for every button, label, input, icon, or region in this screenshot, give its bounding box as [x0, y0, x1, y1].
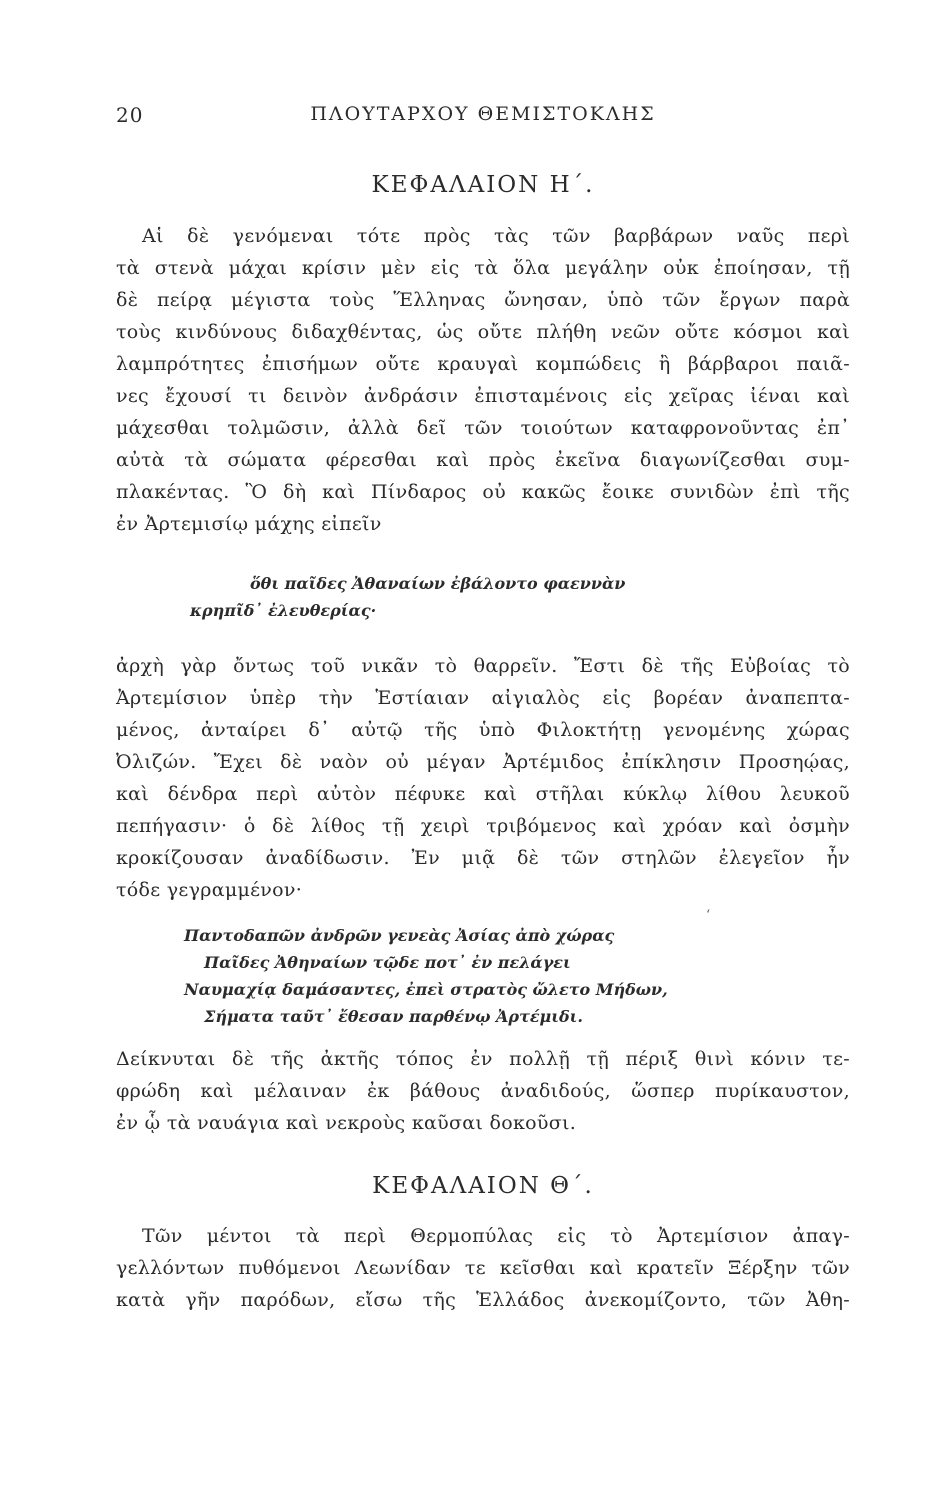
- page-number: 20: [116, 103, 144, 127]
- text-line: γελλόντων πυθόμενοι Λεωνίδαν τε κεῖσθαι καὶ κρατεῖν Ξέρξην τῶν: [116, 1257, 850, 1279]
- text-line: πλακέντας. Ὃ δὴ καὶ Πίνδαρος οὐ κακῶς ἔοικε συνιδὼν ἐπὶ τῆς: [116, 481, 850, 503]
- text-line: μένος, ἀνταίρει δ᾽ αὐτῷ τῆς ὑπὸ Φιλοκτήτῃ γενομένης χώρας: [116, 719, 850, 741]
- verse-line: κρηπῖδ᾽ ἐλευθερίας·: [190, 601, 377, 620]
- chapter-8-paragraph-1: [116, 220, 850, 540]
- text-line: καὶ δένδρα περὶ αὐτὸν πέφυκε καὶ στῆλαι κύκλῳ λίθου λευκοῦ: [116, 783, 850, 805]
- running-title: ΠΛΟΥΤΑΡΧΟΥ ΘΕΜΙΣΤΟΚΛΗΣ: [310, 103, 656, 125]
- epitaph-inscription: [184, 922, 668, 1030]
- text-line: τοὺς κινδύνους διδαχθέντας, ὡς οὔτε πλήθη νεῶν οὔτε κόσμοι καὶ: [116, 321, 850, 343]
- chapter-8-paragraph-3: [116, 1043, 850, 1139]
- text-line: ἐν Ἀρτεμισίῳ μάχης εἰπεῖν: [116, 513, 382, 535]
- chapter-9-title: ΚΕΦΑΛΑΙΟΝ Θ΄.: [372, 1173, 594, 1199]
- verse-line: Ναυμαχίᾳ δαμάσαντες, ἐπεὶ στρατὸς ὤλετο Μήδων,: [184, 980, 668, 999]
- text-line: κατὰ γῆν παρόδων, εἴσω τῆς Ἑλλάδος ἀνεκομίζοντο, τῶν Ἀθη-: [116, 1289, 850, 1311]
- text-line: Ἀρτεμίσιον ὑπὲρ τὴν Ἑστίαιαν αἰγιαλὸς εἰς βορέαν ἀναπεπτα-: [116, 687, 850, 709]
- text-line: φρώδη καὶ μέλαιναν ἐκ βάθους ἀναδιδούς, ὥσπερ πυρίκαυστον,: [116, 1080, 850, 1102]
- text-line: μάχεσθαι τολμῶσιν, ἀλλὰ δεῖ τῶν τοιούτων καταφρονοῦντας ἐπ᾽: [116, 417, 850, 439]
- text-line: Ὀλιζών. Ἔχει δὲ ναὸν οὐ μέγαν Ἀρτέμιδος ἐπίκλησιν Προσηῴας,: [116, 751, 850, 773]
- text-line: Τῶν μέντοι τὰ περὶ Θερμοπύλας εἰς τὸ Ἀρτεμίσιον ἀπαγ-: [142, 1225, 850, 1247]
- verse-line: Σήματα ταῦτ᾽ ἔθεσαν παρθένῳ Ἀρτέμιδι.: [204, 1007, 583, 1026]
- text-line: τὰ στενὰ μάχαι κρίσιν μὲν εἰς τὰ ὅλα μεγάλην οὐκ ἐποίησαν, τῇ: [116, 257, 850, 279]
- chapter-9-paragraph-1: [116, 1220, 850, 1316]
- verse-line: ὅθι παῖδες Ἀθαναίων ἐβάλοντο φαεννὰν: [250, 574, 626, 593]
- text-line: αὐτὰ τὰ σώματα φέρεσθαι καὶ πρὸς ἐκεῖνα διαγωνίζεσθαι συμ-: [116, 449, 850, 471]
- chapter-8-paragraph-2: [116, 650, 850, 906]
- pindar-quotation: [190, 570, 626, 624]
- text-line: λαμπρότητες ἐπισήμων οὔτε κραυγαὶ κομπώδεις ἢ βάρβαροι παιᾶ-: [116, 353, 850, 375]
- text-line: πεπήγασιν· ὁ δὲ λίθος τῇ χειρὶ τριβόμενος καὶ χρόαν καὶ ὀσμὴν: [116, 815, 850, 837]
- text-line: ἐν ᾧ τὰ ναυάγια καὶ νεκροὺς καῦσαι δοκοῦσι.: [116, 1112, 577, 1134]
- chapter-8-title: ΚΕΦΑΛΑΙΟΝ Η΄.: [371, 172, 595, 198]
- stray-printing-mark: ʻ: [706, 908, 711, 923]
- page-header: [116, 103, 850, 133]
- text-line: ἀρχὴ γὰρ ὄντως τοῦ νικᾶν τὸ θαρρεῖν. Ἔστι δὲ τῆς Εὐβοίας τὸ: [116, 655, 850, 677]
- text-line: νες ἔχουσί τι δεινὸν ἀνδράσιν ἐπισταμένοις εἰς χεῖρας ἰέναι καὶ: [116, 385, 850, 407]
- text-line: Δείκνυται δὲ τῆς ἀκτῆς τόπος ἐν πολλῇ τῇ πέριξ θινὶ κόνιν τε-: [116, 1048, 850, 1070]
- text-line: Αἱ δὲ γενόμεναι τότε πρὸς τὰς τῶν βαρβάρων ναῦς περὶ: [142, 225, 850, 247]
- text-line: τόδε γεγραμμένον·: [116, 879, 303, 901]
- text-line: κροκίζουσαν ἀναδίδωσιν. Ἐν μιᾷ δὲ τῶν στηλῶν ἐλεγεῖον ἦν: [116, 847, 850, 869]
- text-line: δὲ πείρᾳ μέγιστα τοὺς Ἕλληνας ὤνησαν, ὑπὸ τῶν ἔργων παρὰ: [116, 289, 850, 311]
- verse-line: Παῖδες Ἀθηναίων τῷδε ποτ᾽ ἐν πελάγει: [204, 953, 571, 972]
- verse-line: Παντοδαπῶν ἀνδρῶν γενεὰς Ἀσίας ἀπὸ χώρας: [184, 926, 615, 945]
